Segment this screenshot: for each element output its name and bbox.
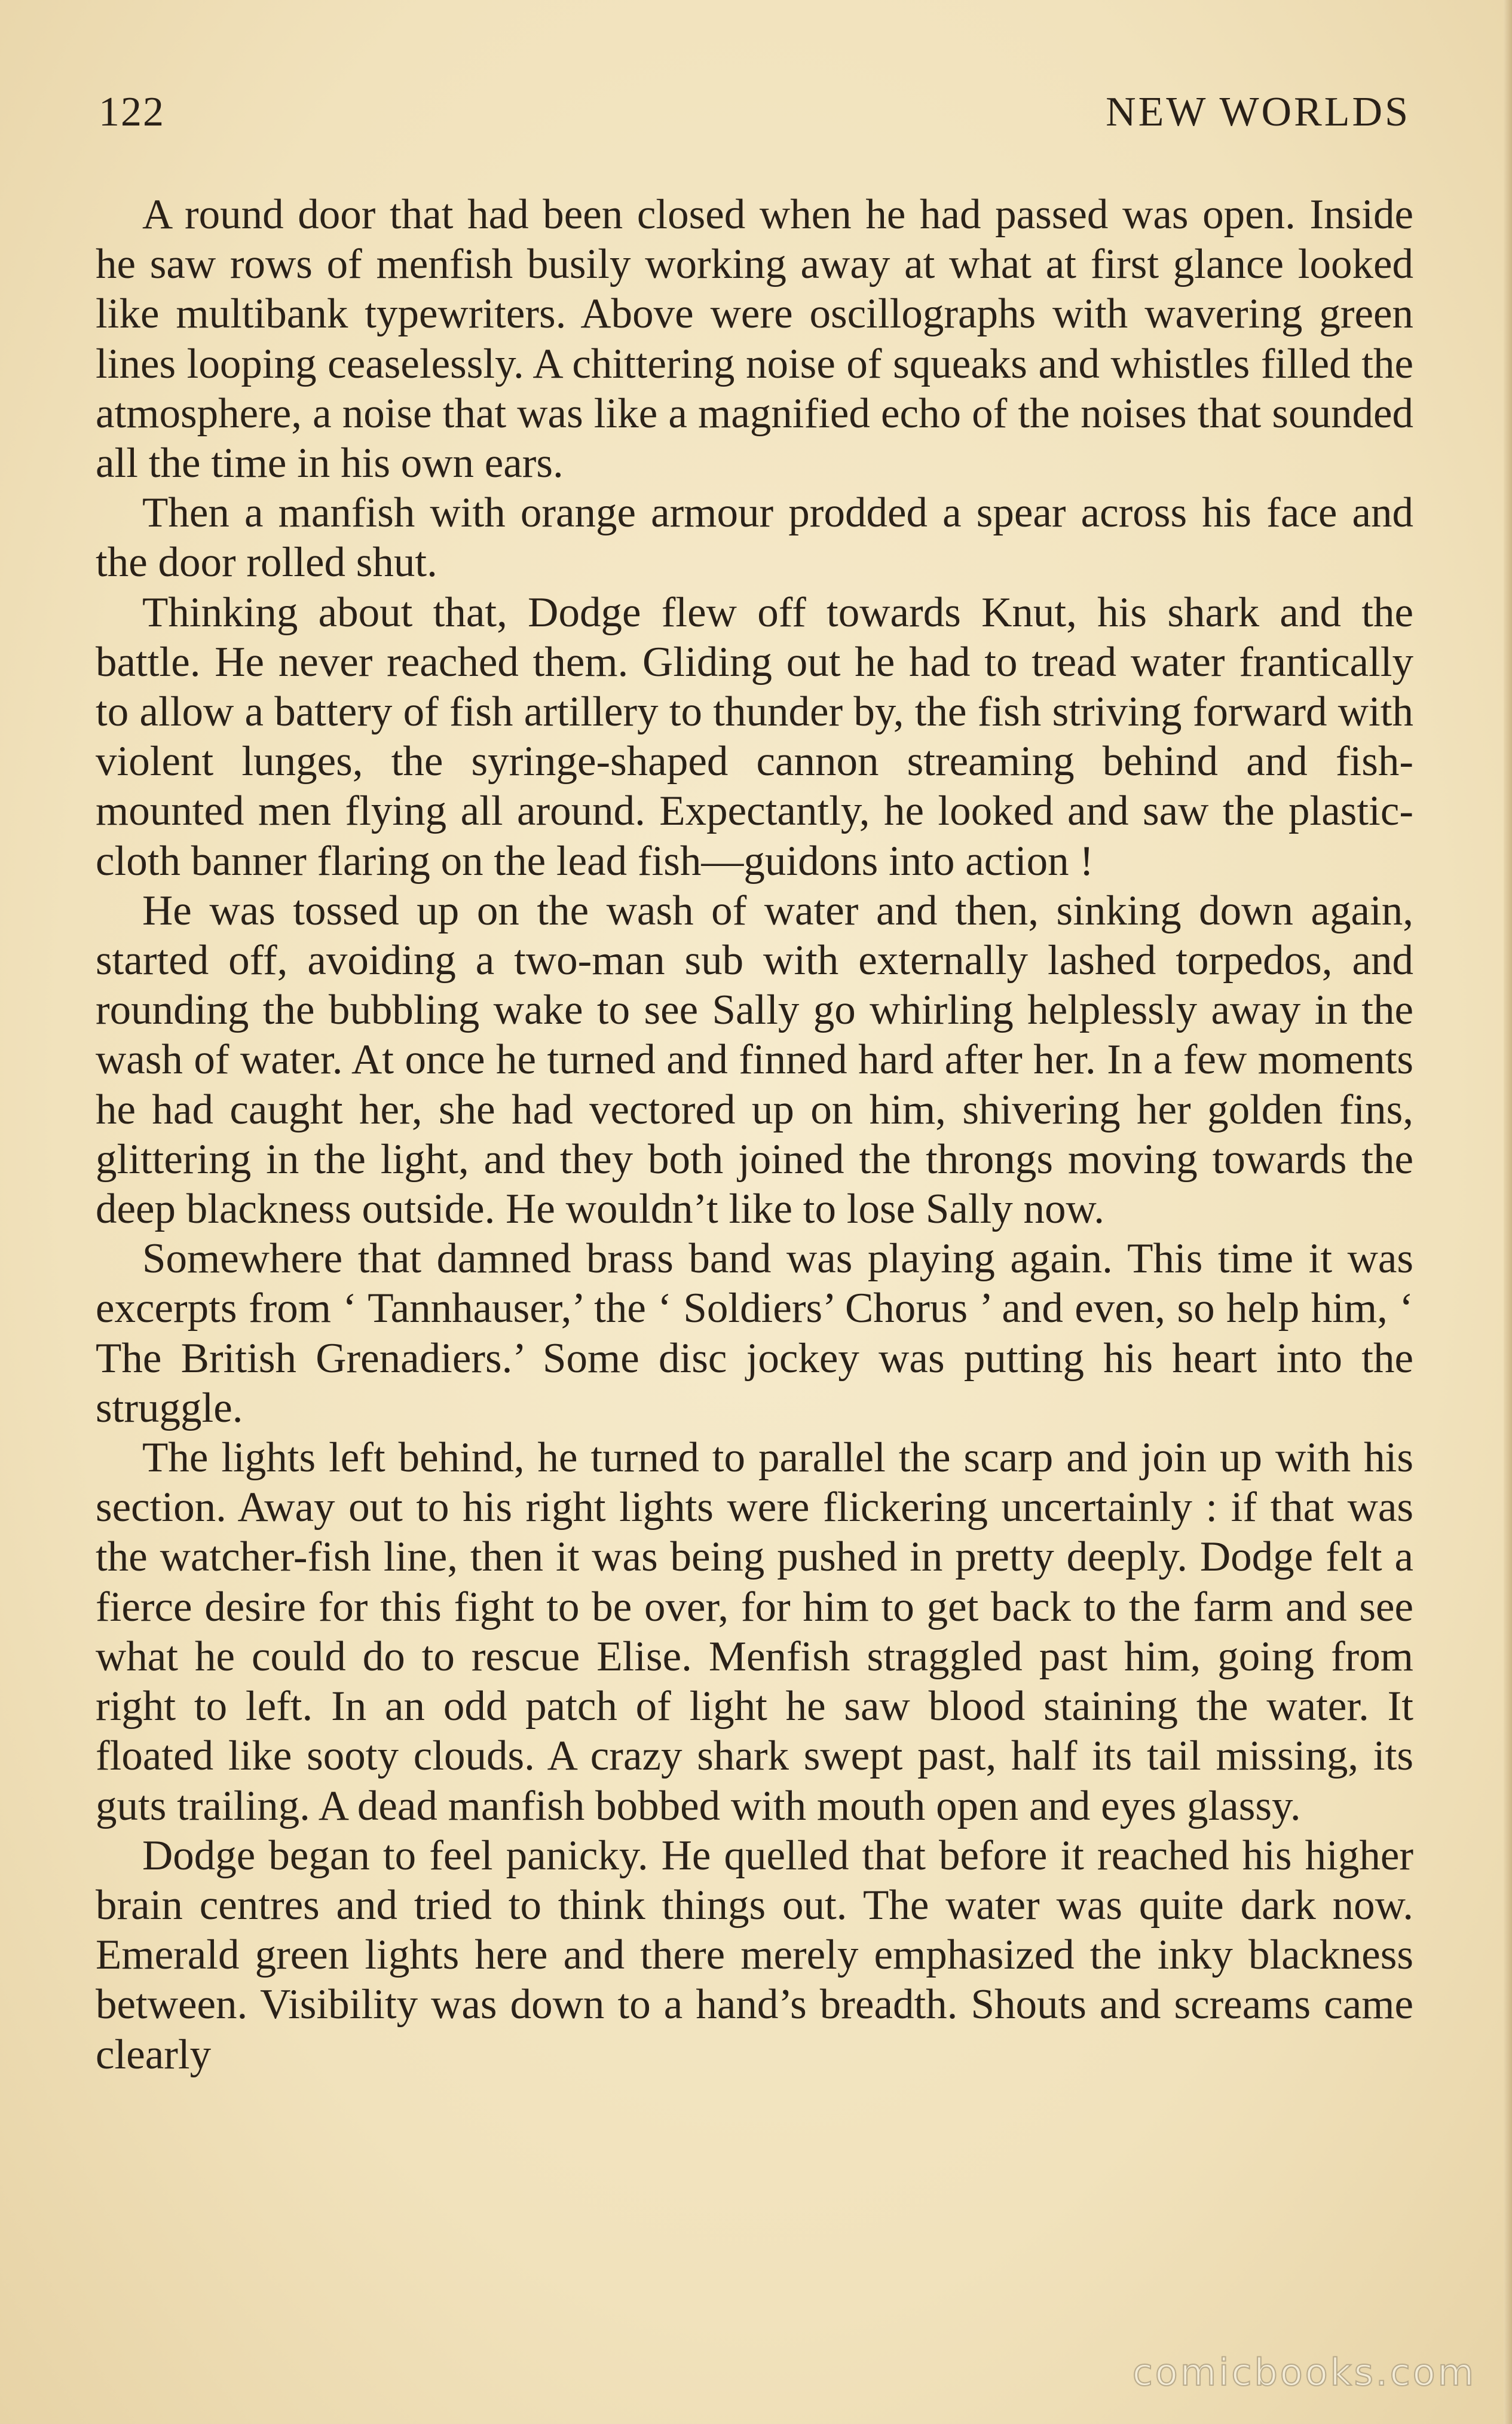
watermark: comicbooks.com [1132,2350,1476,2394]
paragraph: A round door that had been closed when he had passed was open. Inside he saw rows of menfish busily working away at what at first glance looked like multibank typewriters. Above were oscillographs with wavering green lines looping ceaselessly. A chittering noise of squeaks and whistles filled the atmosphere, a noise that was like a magnified echo of the noises that sounded all the time in his own ears. [96,191,1413,487]
paragraph: Dodge began to feel panicky. He quelled that before it reached his higher brain centres and tried to think things out. The water was quite dark now. Emerald green lights here and there merely emphasized the inky blackness between. Visibility was down to a hand’s breadth. Shouts and screams came clearly [96,1832,1413,2078]
paragraph: Somewhere that damned brass band was playing again. This time it was excerpts from ‘ Tannhauser,’ the ‘ Soldiers’ Chorus ’ and even, so help him, ‘ The British Grenadiers.’ Some disc jockey was putting his heart into the struggle. [96,1235,1413,1431]
paragraph: The lights left behind, he turned to parallel the scarp and join up with his section. Away out to his right lights were flickering uncertainly : if that was the watcher-fish line, then it was being pushed in pretty deeply. Dodge felt a fierce desire for this fight to be over, for him to get back to the farm and see what he could do to rescue Elise. Menfish straggled past him, going from right to left. In an odd patch of light he saw blood staining the water. It floated like sooty clouds. A crazy shark swept past, half its tail missing, its guts trailing. A dead manfish bobbed with mouth open and eyes glassy. [96,1434,1413,1829]
page-edge-shadow [1504,0,1512,2424]
page-header [99,88,1410,154]
paragraph: Then a manfish with orange armour prodded a spear across his face and the door rolled shut. [96,489,1413,586]
paragraph: Thinking about that, Dodge flew off towards Knut, his shark and the battle. He never reached them. Gliding out he had to tread water frantically to allow a battery of fish artillery to thunder by, the fish striving forward with violent lunges, the syringe-shaped cannon streaming behind and fish-mounted men flying all around. Expectantly, he looked and saw the plastic-cloth banner flaring on the lead fish—guidons into action ! [96,589,1413,884]
paragraph: He was tossed up on the wash of water and then, sinking down again, started off, avoiding a two-man sub with externally lashed torpedos, and rounding the bubbling wake to see Sally go whirling helplessly away in the wash of water. At once he turned and finned hard after her. In a few moments he had caught her, she had vectored up on him, shivering her golden fins, glittering in the light, and they both joined the throngs moving towards the deep blackness outside. He wouldn’t like to lose Sally now. [96,887,1413,1233]
running-head: NEW WORLDS [1106,89,1410,135]
body-text [96,190,1413,2080]
page-number: 122 [99,89,165,135]
